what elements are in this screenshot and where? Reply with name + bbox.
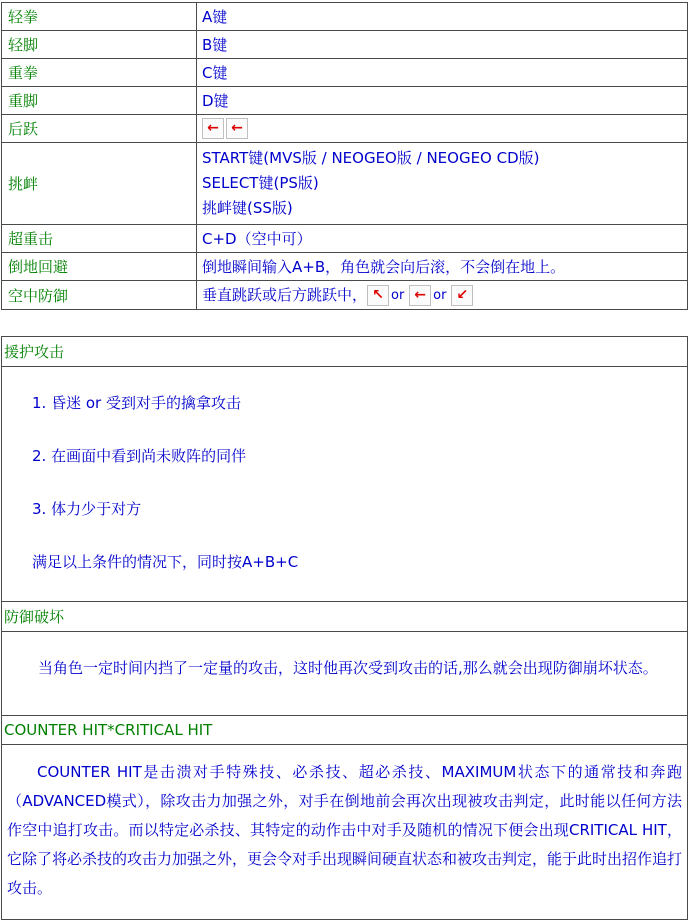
- game-guide-page: [1, 2, 688, 920]
- assist-conditions: [2, 367, 688, 602]
- control-value: [197, 281, 688, 310]
- control-label: 超重击: [2, 225, 197, 253]
- arrow-left-icon: ←: [202, 118, 224, 139]
- control-value: B键: [197, 31, 688, 59]
- control-value: C键: [197, 59, 688, 87]
- arrow-down-left-icon: ↙: [451, 285, 473, 306]
- or-separator: or: [433, 288, 447, 303]
- arrow-left-icon: ←: [226, 118, 248, 139]
- guard-crush-text: [2, 632, 688, 716]
- control-row-backstep: [2, 115, 688, 143]
- control-row-heavy-punch: [2, 59, 688, 87]
- section-header-counter-hit-row: [2, 716, 688, 745]
- taunt-line-ps: SELECT键(PS版): [202, 174, 319, 192]
- control-row-taunt: [2, 143, 688, 225]
- section-body-counter-hit-row: [2, 745, 688, 920]
- control-label: 重脚: [2, 87, 197, 115]
- control-label: 挑衅: [2, 143, 197, 225]
- control-label: 重拳: [2, 59, 197, 87]
- assist-condition-1: 1. 昏迷 or 受到对手的擒拿攻击: [32, 394, 241, 412]
- counter-hit-paragraph: COUNTER HIT是击溃对手特殊技、必杀技、超必杀技、MAXIMUM状态下的通常技和奔跑（ADVANCED模式），除攻击力加强之外，对手在倒地前会再次出现被攻击判定，此时能以任何方法作空中追打攻击。而以特定必杀技、其特定的动作击中对手及随机的情况下便会出现CRITICAL HIT，它除了将必杀技的攻击力加强之外，更会令对手出现瞬间硬直状态和被攻击判定，能于此时出招作追打攻击。: [7, 763, 683, 897]
- guard-crush-paragraph: 当角色一定时间内挡了一定量的攻击，这时他再次受到攻击的话,那么就会出现防御崩坏状态。: [38, 659, 658, 677]
- control-value: D键: [197, 87, 688, 115]
- section-title-counter-hit: COUNTER HIT*CRITICAL HIT: [2, 716, 688, 745]
- section-header-guard-crush-row: [2, 602, 688, 632]
- control-row-heavy-kick: [2, 87, 688, 115]
- control-row-light-kick: [2, 31, 688, 59]
- counter-hit-text: [2, 745, 688, 920]
- section-title-guard-crush: 防御破坏: [2, 602, 688, 632]
- control-value: 倒地瞬间输入A+B，角色就会向后滚，不会倒在地上。: [197, 253, 688, 281]
- section-title-assist: 援护攻击: [2, 337, 688, 367]
- control-value: C+D（空中可）: [197, 225, 688, 253]
- air-guard-prefix: 垂直跳跃或后方跳跃中，: [202, 286, 368, 304]
- assist-condition-3: 3. 体力少于对方: [32, 500, 142, 518]
- control-label: 空中防御: [2, 281, 197, 310]
- assist-condition-summary: 满足以上条件的情况下，同时按A+B+C: [32, 553, 299, 571]
- controls-table: [1, 2, 688, 310]
- taunt-line-mvs: START键(MVS版 / NEOGEO版 / NEOGEO CD版): [202, 149, 540, 167]
- taunt-line-ss: 挑衅键(SS版): [202, 199, 293, 217]
- control-label: 后跃: [2, 115, 197, 143]
- control-value: [197, 143, 688, 225]
- section-body-guard-crush-row: [2, 632, 688, 716]
- assist-condition-2: 2. 在画面中看到尚未败阵的同伴: [32, 447, 247, 465]
- arrow-up-left-icon: ↖: [367, 285, 389, 306]
- or-separator: or: [391, 288, 405, 303]
- section-header-assist-row: [2, 337, 688, 367]
- control-label: 倒地回避: [2, 253, 197, 281]
- arrow-left-icon: ←: [409, 285, 431, 306]
- sections-table: [1, 336, 688, 920]
- control-row-heavy-attack: [2, 225, 688, 253]
- section-body-assist-row: [2, 367, 688, 602]
- control-value: [197, 115, 688, 143]
- control-row-light-punch: [2, 3, 688, 31]
- control-label: 轻拳: [2, 3, 197, 31]
- control-value: A键: [197, 3, 688, 31]
- control-row-recovery-roll: [2, 253, 688, 281]
- control-label: 轻脚: [2, 31, 197, 59]
- control-row-air-guard: [2, 281, 688, 310]
